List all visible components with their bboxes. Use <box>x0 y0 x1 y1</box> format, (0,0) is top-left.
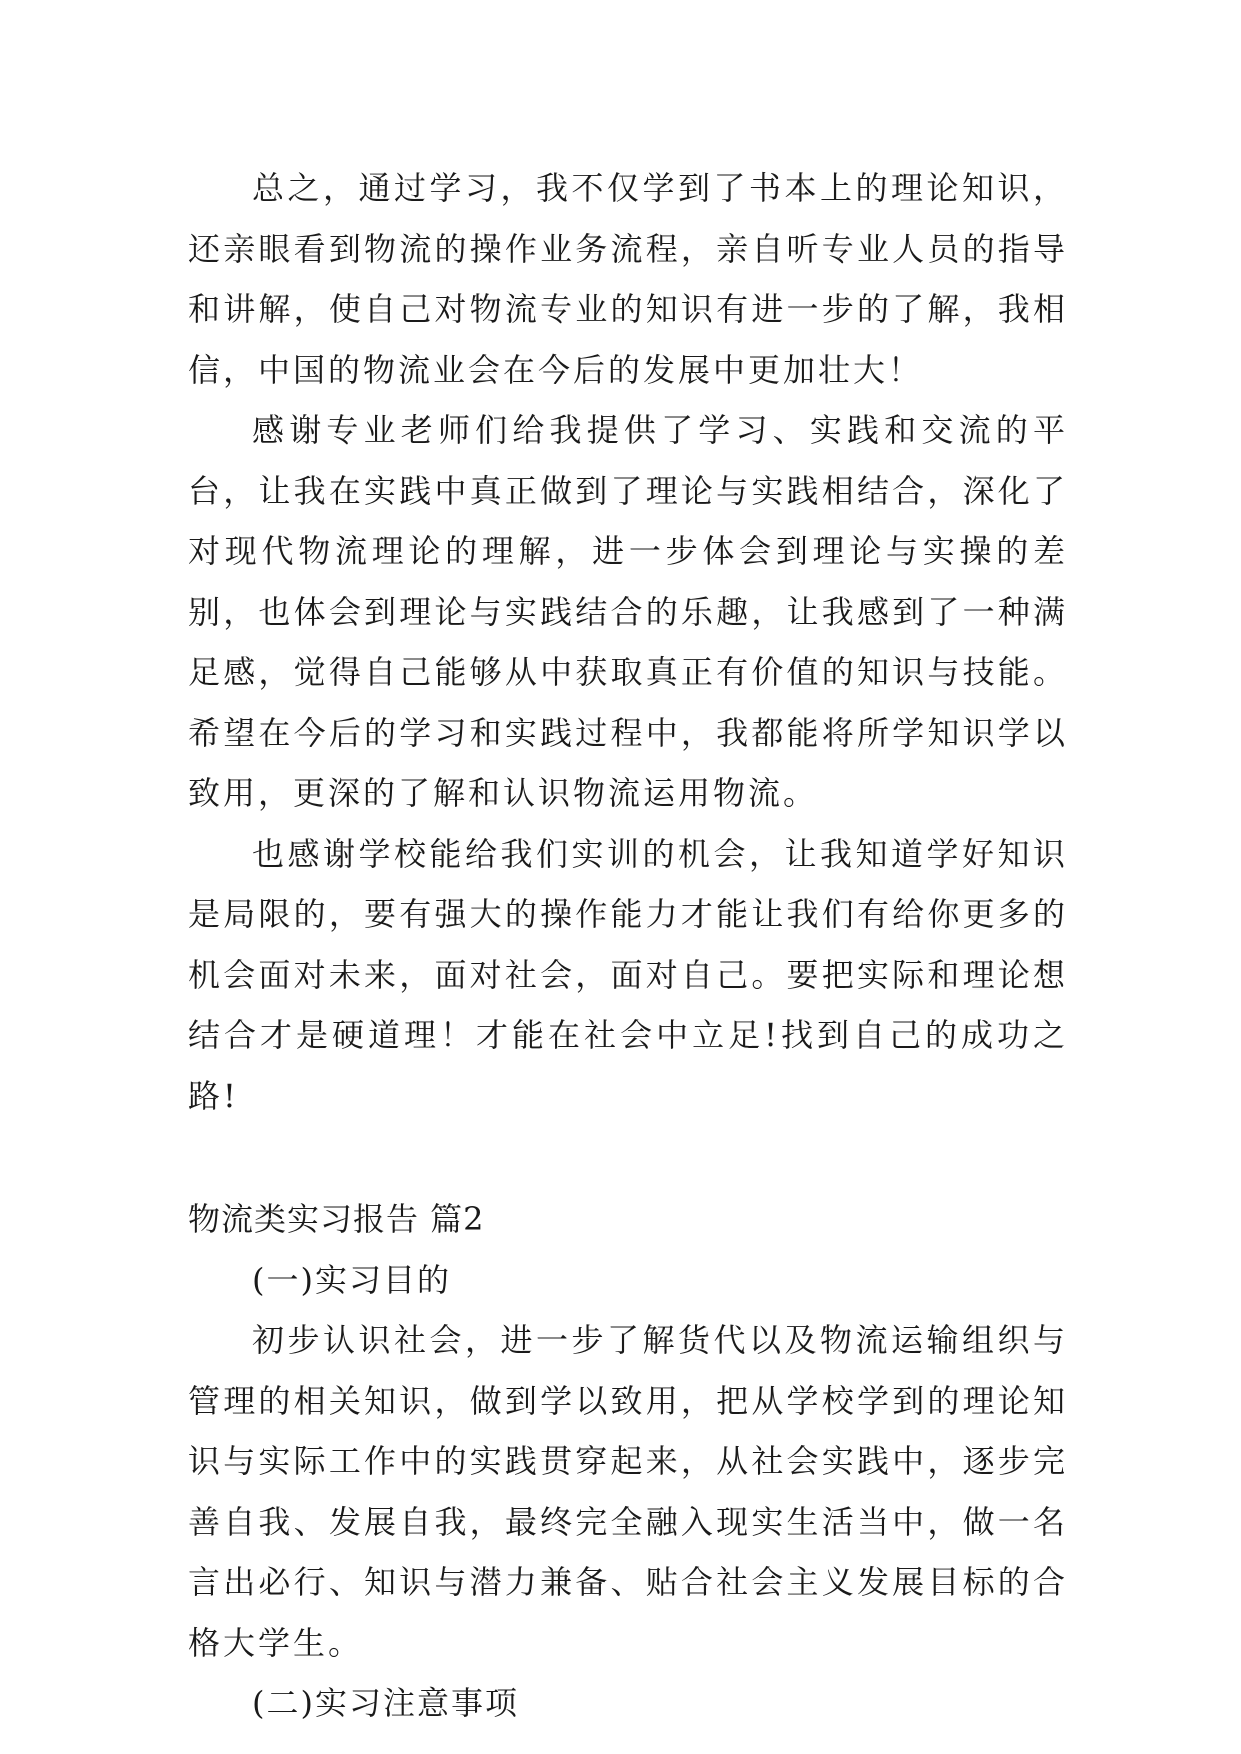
paragraph-purpose: 初步认识社会，进一步了解货代以及物流运输组织与管理的相关知识，做到学以致用，把从学校学到的理论知识与实际工作中的实践贯穿起来，从社会实践中，逐步完善自我、发展自我，最终完全融入现实生活当中，做一名言出必行、知识与潜力兼备、贴合社会主义发展目标的合格大学生。 <box>188 1321 1068 1662</box>
subheading-purpose: (一)实习目的 <box>252 1260 451 1299</box>
paragraph-summary: 总之，通过学习，我不仅学到了书本上的理论知识，还亲眼看到物流的操作业务流程，亲自听专业人员的指导和讲解，使自己对物流专业的知识有进一步的了解，我相信，中国的物流业会在今后的发展中更加壮大！ <box>188 169 1068 389</box>
paragraph-thanks-teachers: 感谢专业老师们给我提供了学习、实践和交流的平台，让我在实践中真正做到了理论与实践相结合，深化了对现代物流理论的理解，进一步体会到理论与实操的差别，也体会到理论与实践结合的乐趣，让我感到了一种满足感，觉得自己能够从中获取真正有价值的知识与技能。希望在今后的学习和实践过程中，我都能将所学知识学以致用，更深的了解和认识物流运用物流。 <box>188 411 1068 812</box>
section-title: 物流类实习报告 篇2 <box>188 1200 485 1238</box>
subheading-notes: (二)实习注意事项 <box>252 1684 519 1722</box>
document-page <box>188 158 1068 1734</box>
paragraph-thanks-school: 也感谢学校能给我们实训的机会，让我知道学好知识是局限的，要有强大的操作能力才能让我们有给你更多的机会面对未来，面对社会，面对自己。要把实际和理论想结合才是硬道理！才能在社会中立足!找到自己的成功之路! <box>188 834 1068 1115</box>
